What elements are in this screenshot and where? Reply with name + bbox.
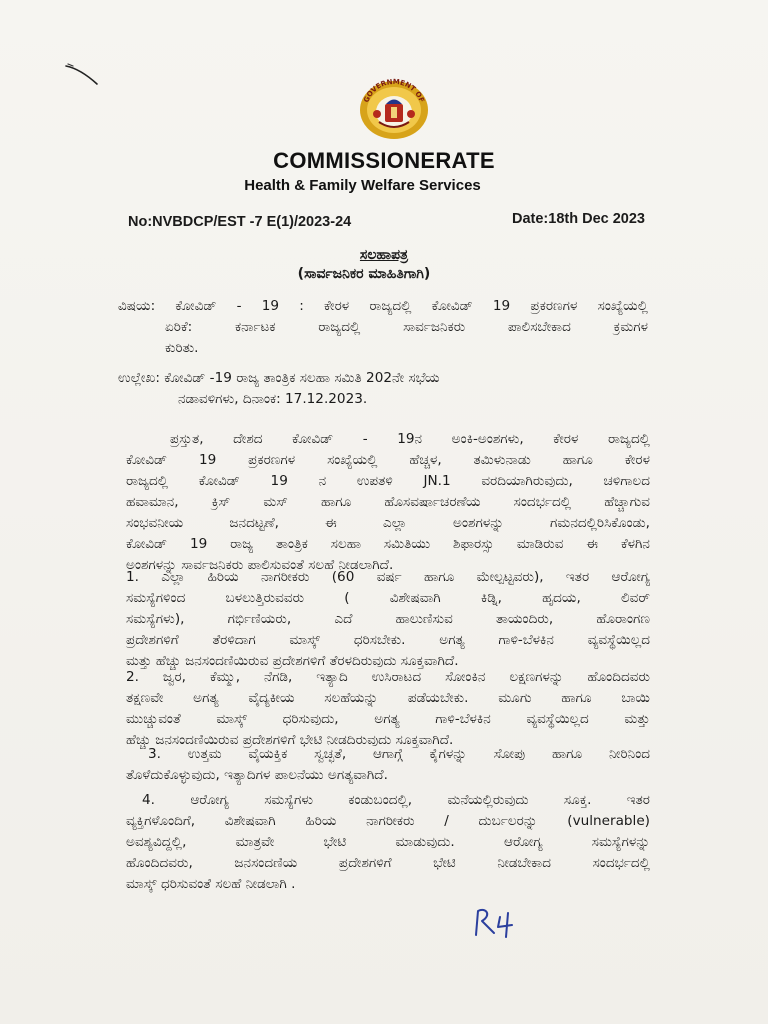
paragraph-line: 1. ಎಲ್ಲಾ ಹಿರಿಯ ನಾಗರೀಕರು (60 ವರ್ಷ ಹಾಗೂ ಮೇಲ್ಪಟ್ಟವರು), ಇತರ ಆರೋಗ್ಯ [126, 569, 650, 585]
paragraph-line: ಅವಶ್ಯವಿದ್ದಲ್ಲಿ, ಮಾತ್ರವೇ ಭೇಟಿ ಮಾಡುವುದು. ಆರೋಗ್ಯ ಸಮಸ್ಯೆಗಳನ್ನು [126, 834, 650, 850]
paragraph-line: ಅಂಶಗಳನ್ನು ಸಾರ್ವಜನಿಕರು ಪಾಲಿಸುವಂತೆ ಸಲಹೆ ನೀಡಲಾಗಿದೆ. [126, 557, 394, 573]
subject-line: ಕುರಿತು. [165, 340, 199, 356]
reference-number: No:NVBDCP/EST -7 E(1)/2023-24 [128, 214, 352, 230]
paragraph-line: ಹೊಂದಿದವರು, ಜನಸಂದಣಿಯ ಪ್ರದೇಶಗಳಿಗೆ ಭೇಟಿ ನೀಡಬೇಕಾದ ಸಂದರ್ಭದಲ್ಲಿ [126, 855, 650, 871]
paragraph-line: ಮಾಸ್ಕ್ ಧರಿಸುವಂತೆ ಸಲಹೆ ನೀಡಲಾಗಿ . [126, 876, 296, 892]
advisory-heading-text: ಸಲಹಾಪತ್ರ [359, 247, 409, 263]
paragraph-line: ತೊಳೆದುಕೊಳ್ಳುವುದು, ಇತ್ಯಾದಿಗಳ ಪಾಲನೆಯು ಅಗತ್ಯವಾಗಿದೆ. [126, 767, 388, 783]
reference-line: ಉಲ್ಲೇಖ: ಕೋವಿಡ್ -19 ರಾಜ್ಯ ತಾಂತ್ರಿಕ ಸಲಹಾ ಸಮಿತಿ 202ನೇ ಸಭೆಯ [118, 370, 440, 386]
subject-line: ವಿಷಯ: ಕೋವಿಡ್ - 19 : ಕೇರಳ ರಾಜ್ಯದಲ್ಲಿ ಕೋವಿಡ್ 19 ಪ್ರಕರಣಗಳ ಸಂಖ್ಯೆಯಲ್ಲಿ [118, 298, 648, 314]
paragraph-line: ಪ್ರದೇಶಗಳಿಗೆ ತೆರಳಿದಾಗ ಮಾಸ್ಕ್ ಧರಿಸಬೇಕು. ಅಗತ್ಯ ಗಾಳಿ-ಬೆಳಕಿನ ವ್ಯವಸ್ಥೆಯಿಲ್ಲದ [126, 632, 650, 648]
advisory-point-4 [126, 790, 650, 895]
document-date: Date:18th Dec 2023 [512, 211, 645, 227]
paragraph-line: ಸಮಸ್ಯೆಗಳು), ಗರ್ಭಿಣಿಯರು, ಎದೆ ಹಾಲುಣಿಸುವ ತಾಯಂದಿರು, ಹೊರಾಂಗಣ [126, 611, 650, 627]
advisory-subheading: (ಸಾರ್ವಜನಿಕರ ಮಾಹಿತಿಗಾಗಿ) [297, 266, 431, 282]
subject-line: ಏರಿಕೆ: ಕರ್ನಾಟಕ ರಾಜ್ಯದಲ್ಲಿ ಸಾರ್ವಜನಿಕರು ಪಾಲಿಸಬೇಕಾದ ಕ್ರಮಗಳ [165, 319, 648, 335]
paragraph-line: ತಕ್ಷಣವೇ ಅಗತ್ಯ ವೈದ್ಯಕೀಯ ಸಲಹೆಯನ್ನು ಪಡೆಯಬೇಕು. ಮೂಗು ಹಾಗೂ ಬಾಯಿ [126, 690, 650, 706]
handwritten-signature [470, 905, 520, 941]
paragraph-line: ಹವಾಮಾನ, ಕ್ರಿಸ್ ಮಸ್ ಹಾಗೂ ಹೊಸವರ್ಷಾಚರಣೆಯ ಸಂದರ್ಭದಲ್ಲಿ ಹೆಚ್ಚಾಗುವ [126, 494, 650, 510]
commissionerate-title: COMMISSIONERATE [273, 148, 495, 173]
paragraph-line: ಹೆಚ್ಚು ಜನಸಂದಣಿಯಿರುವ ಪ್ರದೇಶಗಳಿಗೆ ಭೇಟಿ ನೀಡದಿರುವುದು ಸೂಕ್ತವಾಗಿದೆ. [126, 732, 454, 748]
advisory-point-3 [126, 744, 650, 786]
advisory-point-2 [126, 667, 650, 751]
advisory-point-1 [126, 567, 650, 672]
svg-text:GOVERNMENT OF: GOVERNMENT OF [362, 77, 426, 104]
paragraph-line: 4. ಆರೋಗ್ಯ ಸಮಸ್ಯೆಗಳು ಕಂಡುಬಂದಲ್ಲಿ, ಮನೆಯಲ್ಲಿರುವುದು ಸೂಕ್ತ. ಇತರ [142, 792, 650, 808]
pen-stroke-mark [64, 60, 100, 88]
paragraph-line: ಕೋವಿಡ್ 19 ರಾಜ್ಯ ತಾಂತ್ರಿಕ ಸಲಹಾ ಸಮಿತಿಯು ಶಿಫಾರಸ್ಸು ಮಾಡಿರುವ ಈ ಕೆಳಗಿನ [126, 536, 650, 552]
paragraph-line: 2. ಜ್ವರ, ಕೆಮ್ಮು, ನೆಗಡಿ, ಇತ್ಯಾದಿ ಉಸಿರಾಟದ ಸೋಂಕಿನ ಲಕ್ಷಣಗಳನ್ನು ಹೊಂದಿದವರು [126, 669, 650, 685]
paragraph-line: ಮುಚ್ಚುವಂತೆ ಮಾಸ್ಕ್ ಧರಿಸುವುದು, ಅಗತ್ಯ ಗಾಳಿ-ಬೆಳಕಿನ ವ್ಯವಸ್ಥೆಯಿಲ್ಲದ ಮತ್ತು [126, 711, 650, 727]
subject-block [118, 296, 648, 359]
department-subtitle: Health & Family Welfare Services [244, 177, 481, 194]
reference-line: ನಡಾವಳಿಗಳು, ದಿನಾಂಕ: 17.12.2023. [178, 391, 368, 407]
paragraph-line: ಪ್ರಸ್ತುತ, ದೇಶದ ಕೋವಿಡ್ - 19ನ ಅಂಕಿ-ಅಂಶಗಳು, ಕೇರಳ ರಾಜ್ಯದಲ್ಲಿ [170, 431, 650, 447]
paragraph-line: ಸಮಸ್ಯೆಗಳಿಂದ ಬಳಲುತ್ತಿರುವವರು ( ವಿಶೇಷವಾಗಿ ಕಿಡ್ನಿ, ಹೃದಯ, ಲಿವರ್ [126, 590, 650, 606]
reference-block [118, 368, 588, 410]
advisory-heading [0, 247, 768, 263]
paragraph-line: ಕೋವಿಡ್ 19 ಪ್ರಕರಣಗಳ ಸಂಖ್ಯೆಯಲ್ಲಿ ಹೆಚ್ಚಳ, ತಮಿಳುನಾಡು ಹಾಗೂ ಕೇರಳ [126, 452, 650, 468]
intro-paragraph [126, 429, 650, 576]
government-emblem-icon [355, 76, 433, 140]
paragraph-line: ವ್ಯಕ್ತಿಗಳೊಂದಿಗೆ, ವಿಶೇಷವಾಗಿ ಹಿರಿಯ ನಾಗರೀಕರು / ದುರ್ಬಲರನ್ನು (vulnerable) [126, 813, 650, 829]
paragraph-line: ಮತ್ತು ಹೆಚ್ಚು ಜನಸಂದಣಿಯಿರುವ ಪ್ರದೇಶಗಳಿಗೆ ತೆರಳದಿರುವುದು ಸೂಕ್ತವಾಗಿದೆ. [126, 653, 459, 669]
paragraph-line: ಸಂಭವನೀಯ ಜನದಟ್ಟಣೆ, ಈ ಎಲ್ಲಾ ಅಂಶಗಳನ್ನು ಗಮನದಲ್ಲಿರಿಸಿಕೊಂಡು, [126, 515, 650, 531]
paragraph-line: ರಾಜ್ಯದಲ್ಲಿ ಕೋವಿಡ್ 19 ನ ಉಪತಳಿ JN.1 ವರದಿಯಾಗಿರುವುದು, ಚಳಿಗಾಲದ [126, 473, 650, 489]
paragraph-line: 3. ಉತ್ತಮ ವೈಯಕ್ತಿಕ ಸ್ವಚ್ಛತೆ, ಆಗಾಗ್ಗೆ ಕೈಗಳನ್ನು ಸೋಪು ಹಾಗೂ ನೀರಿನಿಂದ [148, 746, 650, 762]
